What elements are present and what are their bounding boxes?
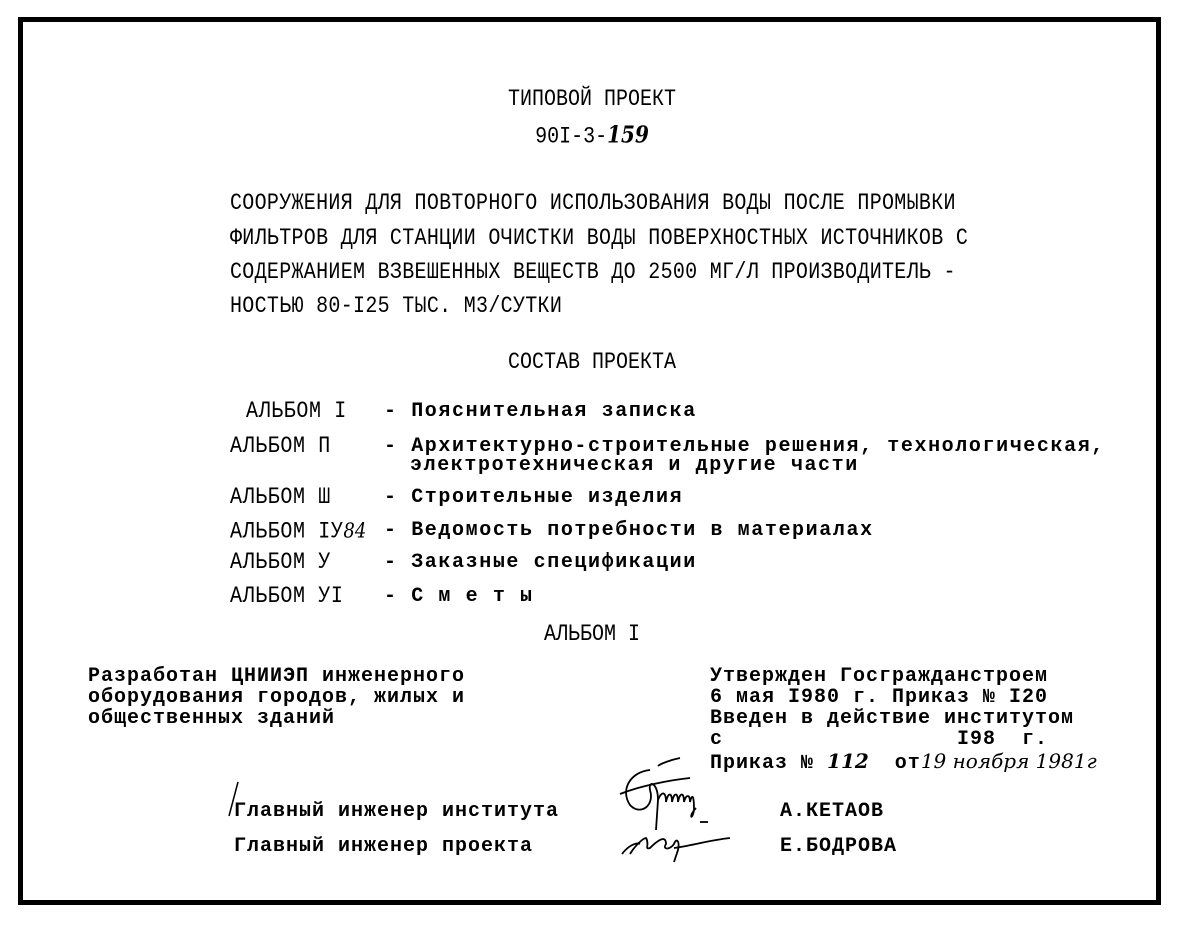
project-number-handwritten: 159 xyxy=(607,120,649,149)
composition-title: СОСТАВ ПРОЕКТА xyxy=(507,349,677,377)
album-name: АЛЬБОМ У xyxy=(230,549,331,577)
description-line: СОДЕРЖАНИЕМ ВЗВЕШЕННЫХ ВЕЩЕСТВ ДО 2500 МГ/Л ПРОИЗВОДИТЕЛЬ - xyxy=(230,259,956,287)
album-description: - Заказные спецификации xyxy=(384,551,697,574)
order-number: 112 xyxy=(827,749,869,773)
album-handwritten-note: 84 xyxy=(343,518,367,543)
album-name-text: АЛЬБОМ IУ xyxy=(230,518,344,546)
order-date: 19 ноября 1981г xyxy=(920,749,1097,773)
signatory-name: А.КЕТАОВ xyxy=(780,800,885,823)
description-line: СООРУЖЕНИЯ ДЛЯ ПОВТОРНОГО ИСПОЛЬЗОВАНИЯ ВОДЫ ПОСЛЕ ПРОМЫВКИ xyxy=(230,190,956,218)
description-line: НОСТЬЮ 80-I25 ТЫС. М3/СУТКИ xyxy=(230,293,563,321)
project-number xyxy=(0,120,1184,151)
approval-line: 6 мая I980 г. Приказ № I20 xyxy=(710,686,1049,709)
developer-line: оборудования городов, жилых и xyxy=(88,686,466,709)
developer-line: Разработан ЦНИИЭП инженерного xyxy=(88,665,466,688)
order-from: от xyxy=(894,752,921,775)
approval-line: Утвержден Госгражданстроем xyxy=(710,665,1049,688)
description-line: ФИЛЬТРОВ ДЛЯ СТАНЦИИ ОЧИСТКИ ВОДЫ ПОВЕРХНОСТНЫХ ИСТОЧНИКОВ С xyxy=(230,225,969,253)
album-name: АЛЬБОМ I xyxy=(246,398,347,426)
album-description-cont: электротехническая и другие части xyxy=(410,454,859,477)
album-description: - Ведомость потребности в материалах xyxy=(384,519,874,542)
signatory-role: Главный инженер института xyxy=(234,800,560,823)
album-name xyxy=(230,520,366,544)
album-description: - С м е т ы xyxy=(384,585,534,608)
album-name: АЛЬБОМ Ш xyxy=(230,484,331,512)
developer-line: общественных зданий xyxy=(88,707,336,730)
album-name: АЛЬБОМ П xyxy=(230,433,331,461)
album-description: - Пояснительная записка xyxy=(384,400,697,423)
handwritten-signatures xyxy=(600,750,770,865)
album-description: - Строительные изделия xyxy=(384,486,684,509)
album-name: АЛЬБОМ УI xyxy=(230,583,344,611)
signatory-role: Главный инженер проекта xyxy=(234,835,534,858)
approval-line: Введен в действие институтом xyxy=(710,707,1075,730)
approval-line: с I98 г. xyxy=(710,728,1049,751)
current-album: АЛЬБОМ I xyxy=(543,621,640,649)
order-label: Приказ № xyxy=(710,752,815,775)
album-description: - Архитектурно-строительные решения, технологическая, xyxy=(384,435,1105,458)
document-title: ТИПОВОЙ ПРОЕКТ xyxy=(507,86,677,114)
signatory-name: Е.БОДРОВА xyxy=(780,835,898,858)
project-number-printed: 90I-3- xyxy=(535,124,608,151)
